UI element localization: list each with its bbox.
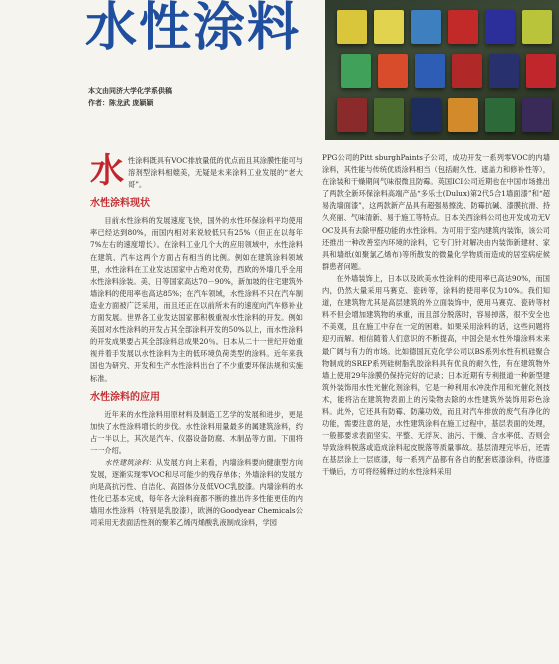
lead-text: 性涂料既具有VOC排放量低的优点而且其涂膜性能可与溶剂型涂料相媲美，无疑是未来涂料工业发展的“老大哥”。 <box>128 156 303 190</box>
section-heading-application: 水性涂料的应用 <box>90 391 160 403</box>
right-column <box>322 152 550 479</box>
body-paragraph: PPG公司的Pitt sburghPaints子公司，成功开发一系列零VOC的内墙涂料，其性能与传统优质涂料相当（包括耐久性、遮盖力和修补性等），在涂装和干燥期间气味很微且防霉。英国ICI公司近期也在中国市场推出了两款全新环保涂料高端产品“多乐士(Dulux)第2代5合1墙面漆”和“超易洗墙面漆”，这两款新产品具有超强易擦洗、防霉抗碱、漆膜抗滑、持久亮丽、气味清新、易于施工等特点。日本关西涂料公司也开发成功无VOC及具有去除甲醛功能的水性涂料。为可用于室内建筑内装饰，该公司还推出一种改善室内环境的涂料，它专门针对解决由内装饰新建材、家具和墙纸(如聚氯乙烯布)等所散发的微量化学物质而造成的居室病症候群患者问题。 <box>322 153 551 271</box>
page-title: 水性涂料 <box>85 0 302 58</box>
paint-swatch <box>411 98 441 132</box>
paint-swatch <box>411 10 441 44</box>
subsection-label: 水性建筑涂料 <box>104 457 149 467</box>
paint-swatch <box>522 10 552 44</box>
paint-swatch <box>448 98 478 132</box>
paint-swatch <box>415 54 445 88</box>
body-paragraph: 近年来的水性涂料用原材料及制造工艺学的发展和进步，更是加快了水性涂料增长的步伐。水性涂料用量最多的属建筑涂料，约占一半以上，其次是汽车、仪器设备防腐、木制品等方面。下面将一一介绍。 <box>90 409 303 455</box>
paint-swatch <box>374 10 404 44</box>
byline <box>88 85 172 109</box>
paint-swatch <box>337 98 367 132</box>
paint-swatch <box>489 54 519 88</box>
paint-swatch <box>337 10 367 44</box>
paint-swatch <box>526 54 556 88</box>
body-paragraph: 在外墙装饰上，日本以及欧美水性涂料的使用率已高达90%，而国内，仍然大量采用马赛克、瓷砖等，涂料的使用率仅为10%。我们知道，在建筑物尤其是高层建筑的外立面装饰中，使用马赛克、瓷砖等材料不但会增加建筑物的承重，而且部分脱落时，容易掉落，很不安全也不美观，且在施工中存在一定的困难。如果采用涂料的话，这些问题将迎刃而解。相信随着人们意识的不断提高，中国会是水性外墙涂料未来最广阔与有力的市场。比如德国瓦克化学公司以BS系列水性有机硅聚合物制成的SREP系列硅树脂乳胶涂料具有优良的耐久性，有在建筑物外墙上使用29年涂膜仍保持完好的记录；日本近期有专利报道一种新型建筑外装饰用水性光催化剂涂料，它是一种利用水冲洗作用和光催化剂技术，能将沾在建筑物表面上的污染物去除的水性建筑外装饰用彩色涂料。此外，它还具有防霉、防藻功效，而且对汽车排放的废气有净化的功能，需要注意的是，水性建筑涂料在施工过程中，基层表面的处理，一般都要求表面坚实、平整、无浮灰、油污、干燥、含水率低、否则会导致涂料脱落或造成涂料起皮脱落等质量事故。基层清理完毕后，还需在基层涂上一层底漆，每一系列产品都有各自的配套底漆涂料，待底漆干燥后，方可将经稀释过的水性涂料采用 <box>322 273 550 477</box>
source-line: 本文由同济大学化学系供稿 <box>88 87 172 95</box>
drop-cap: 水 <box>90 151 124 191</box>
left-column <box>90 151 303 530</box>
authors-line: 作者：陈龙武 庞颖颖 <box>88 99 154 107</box>
paint-swatch <box>341 54 371 88</box>
body-text: ：从发展方向上来看，内墙涂料要向健康型方向发展，逐渐实现零VOC和尽可能少的残存单体；外墙涂料的发展方向是高抗污性、自洁化、高固体分及低VOC乳胶漆。内墙涂料的水性化已基本完成，每年各大涂料商都不断的推出许多性能更佳的内墙用水性涂料（特别是乳胶漆），欧洲的Goodyear Chemicals公司采用无表面活性剂的聚苯乙烯丙烯酸乳液制成涂料，学园 <box>90 457 303 528</box>
paint-swatch <box>452 54 482 88</box>
paint-swatch <box>378 54 408 88</box>
paint-swatch <box>448 10 478 44</box>
lead-paragraph <box>90 151 303 191</box>
paint-swatches-photo <box>325 0 559 140</box>
paint-swatch <box>485 98 515 132</box>
body-paragraph: 目前水性涂料的发展速度飞快，国外的水性环保涂料平均使用率已经达到80%，而国内相对来说较低只有25%（但正在以每年7%左右的速度增长）。在涂料工业几个大的应用领域中，水性涂料在建筑、汽车这两个方面占有相当的比例。例如在建筑涂料领域里，水性涂料在工业发达国家中占绝对优势，西欧的外墙几乎全用水性涂料涂装。美、日等国家高达70－90%，新加坡的住宅建筑外墙涂料的使用率也高达85%；在汽车领域，水性涂料不只在汽车制造业方面被广泛采用，而且还正在以前所未有的速度向汽车修补业方面发展。世界各工业发达国家都积极重视水性涂料的开发。例如美国对水性涂料的开发占其全部涂料开发的50%以上，而水性涂料的开发成果要占其全部涂料总成果20％。日本从二十一世纪开始重视并着手发展以水性涂料为主的低环境负荷类型的涂料。近年来我国也为研究、开发和生产水性涂料出台了不少重要环保法规和实施标准。 <box>90 216 303 383</box>
section-heading-status: 水性涂料现状 <box>90 198 150 210</box>
body-paragraph <box>90 457 303 530</box>
paint-swatch <box>522 98 552 132</box>
paint-swatch <box>485 10 515 44</box>
paint-swatch <box>374 98 404 132</box>
